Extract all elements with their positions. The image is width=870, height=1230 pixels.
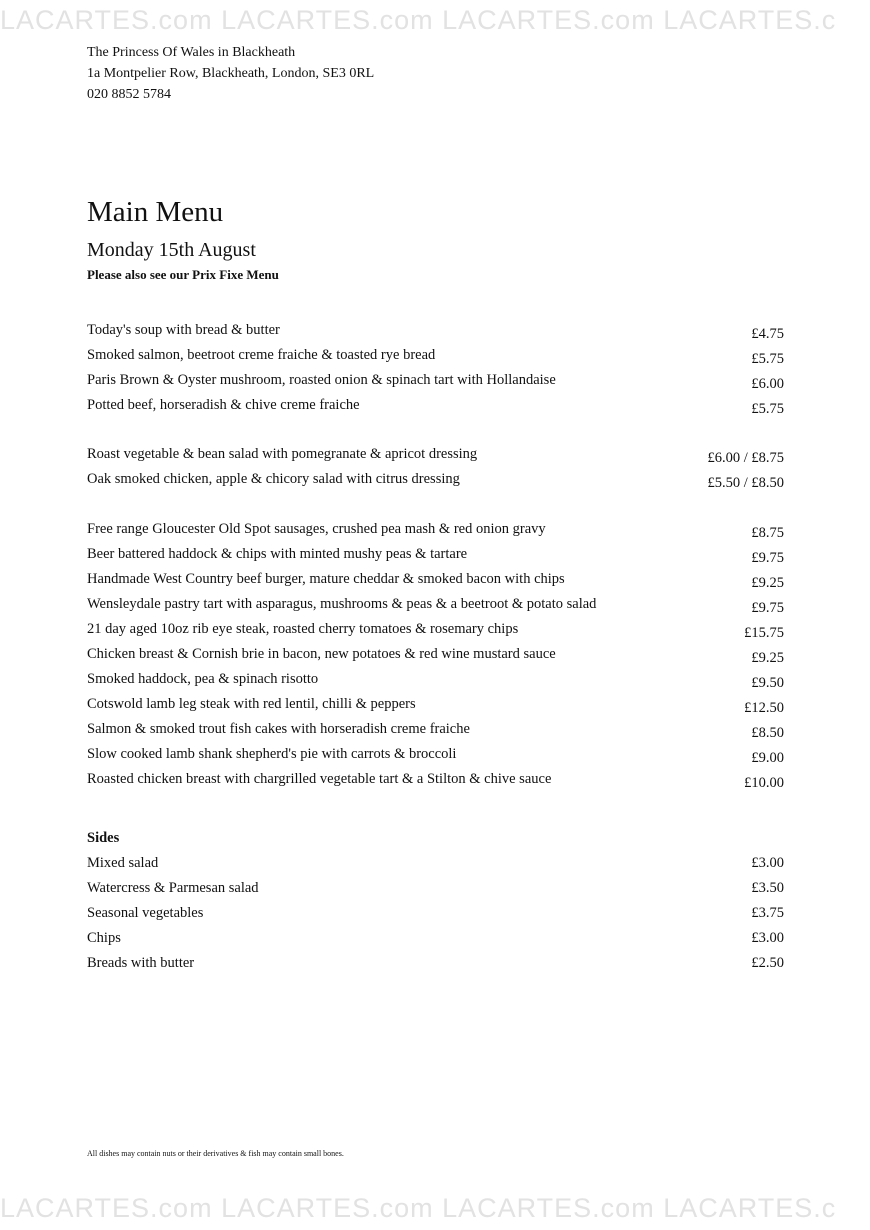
item-price: £15.75: [744, 625, 784, 641]
menu-item: [87, 570, 784, 595]
item-price: £9.75: [751, 550, 784, 566]
item-name: Today's soup with bread & butter: [87, 322, 280, 338]
menu-item: [87, 396, 784, 421]
menu-item: [87, 346, 784, 371]
starters-section: [87, 321, 784, 421]
allergy-note: All dishes may contain nuts or their derivatives & fish may contain small bones.: [87, 1149, 344, 1158]
menu-item: [87, 745, 784, 770]
menu-item: [87, 720, 784, 745]
item-name: Wensleydale pastry tart with asparagus, mushrooms & peas & a beetroot & potato salad: [87, 596, 597, 612]
watermark-bottom: LACARTES.com LACARTES.com LACARTES.com LACARTES.c: [0, 1193, 837, 1223]
item-price: £10.00: [744, 775, 784, 791]
restaurant-phone: 020 8852 5784: [87, 87, 171, 102]
restaurant-address: 1a Montpelier Row, Blackheath, London, SE3 0RL: [87, 66, 375, 81]
menu-item: [87, 854, 784, 879]
item-name: Roasted chicken breast with chargrilled vegetable tart & a Stilton & chive sauce: [87, 771, 552, 787]
menu-item: [87, 929, 784, 954]
item-price: £4.75: [751, 326, 784, 342]
menu-item: [87, 595, 784, 620]
item-name: Handmade West Country beef burger, mature cheddar & smoked bacon with chips: [87, 571, 565, 587]
item-name: 21 day aged 10oz rib eye steak, roasted cherry tomatoes & rosemary chips: [87, 621, 519, 637]
restaurant-name: The Princess Of Wales in Blackheath: [87, 45, 296, 60]
menu-item: [87, 770, 784, 795]
watermark-top: LACARTES.com LACARTES.com LACARTES.com LACARTES.c: [0, 5, 837, 35]
item-price: £9.25: [751, 575, 784, 591]
menu-item: [87, 670, 784, 695]
mains-section: [87, 520, 784, 795]
item-price: £9.25: [751, 650, 784, 666]
item-name: Watercress & Parmesan salad: [87, 880, 259, 896]
menu-date: Monday 15th August: [87, 239, 256, 261]
sides-section: [87, 854, 784, 979]
item-price: £5.75: [751, 351, 784, 367]
item-name: Free range Gloucester Old Spot sausages, crushed pea mash & red onion gravy: [87, 521, 546, 537]
menu-item: [87, 904, 784, 929]
item-name: Chicken breast & Cornish brie in bacon, new potatoes & red wine mustard sauce: [87, 646, 556, 662]
menu-title: Main Menu: [87, 196, 224, 228]
item-price: £6.00 / £8.75: [707, 450, 784, 466]
item-price: £9.50: [751, 675, 784, 691]
item-price: £5.75: [751, 401, 784, 417]
item-price: £6.00: [751, 376, 784, 392]
sides-heading: Sides: [87, 830, 120, 846]
menu-item: [87, 371, 784, 396]
item-price: £3.75: [751, 905, 784, 921]
item-name: Slow cooked lamb shank shepherd's pie with carrots & broccoli: [87, 746, 457, 762]
menu-item: [87, 321, 784, 346]
item-price: £3.50: [751, 880, 784, 896]
item-name: Smoked haddock, pea & spinach risotto: [87, 671, 319, 687]
menu-item: [87, 520, 784, 545]
restaurant-header: [87, 42, 374, 105]
item-price: £9.75: [751, 600, 784, 616]
item-price: £3.00: [751, 930, 784, 946]
item-price: £9.00: [751, 750, 784, 766]
item-price: £5.50 / £8.50: [707, 475, 784, 491]
item-name: Chips: [87, 930, 121, 946]
item-price: £12.50: [744, 700, 784, 716]
item-name: Paris Brown & Oyster mushroom, roasted onion & spinach tart with Hollandaise: [87, 372, 556, 388]
salads-section: [87, 445, 784, 495]
item-name: Roast vegetable & bean salad with pomegranate & apricot dressing: [87, 446, 478, 462]
item-name: Mixed salad: [87, 855, 159, 871]
item-name: Cotswold lamb leg steak with red lentil, chilli & peppers: [87, 696, 416, 712]
item-price: £8.75: [751, 525, 784, 541]
item-name: Oak smoked chicken, apple & chicory salad with citrus dressing: [87, 471, 460, 487]
item-name: Smoked salmon, beetroot creme fraiche & toasted rye bread: [87, 347, 436, 363]
menu-item: [87, 620, 784, 645]
item-price: £3.00: [751, 855, 784, 871]
item-name: Seasonal vegetables: [87, 905, 204, 921]
menu-item: [87, 645, 784, 670]
item-price: £8.50: [751, 725, 784, 741]
item-name: Breads with butter: [87, 955, 195, 971]
prix-fixe-note: Please also see our Prix Fixe Menu: [87, 267, 279, 282]
menu-item: [87, 470, 784, 495]
menu-item: [87, 445, 784, 470]
item-name: Beer battered haddock & chips with minted mushy peas & tartare: [87, 546, 468, 562]
menu-item: [87, 545, 784, 570]
item-name: Salmon & smoked trout fish cakes with horseradish creme fraiche: [87, 721, 470, 737]
menu-item: [87, 695, 784, 720]
menu-item: [87, 954, 784, 979]
item-name: Potted beef, horseradish & chive creme fraiche: [87, 397, 360, 413]
item-price: £2.50: [751, 955, 784, 971]
menu-item: [87, 879, 784, 904]
